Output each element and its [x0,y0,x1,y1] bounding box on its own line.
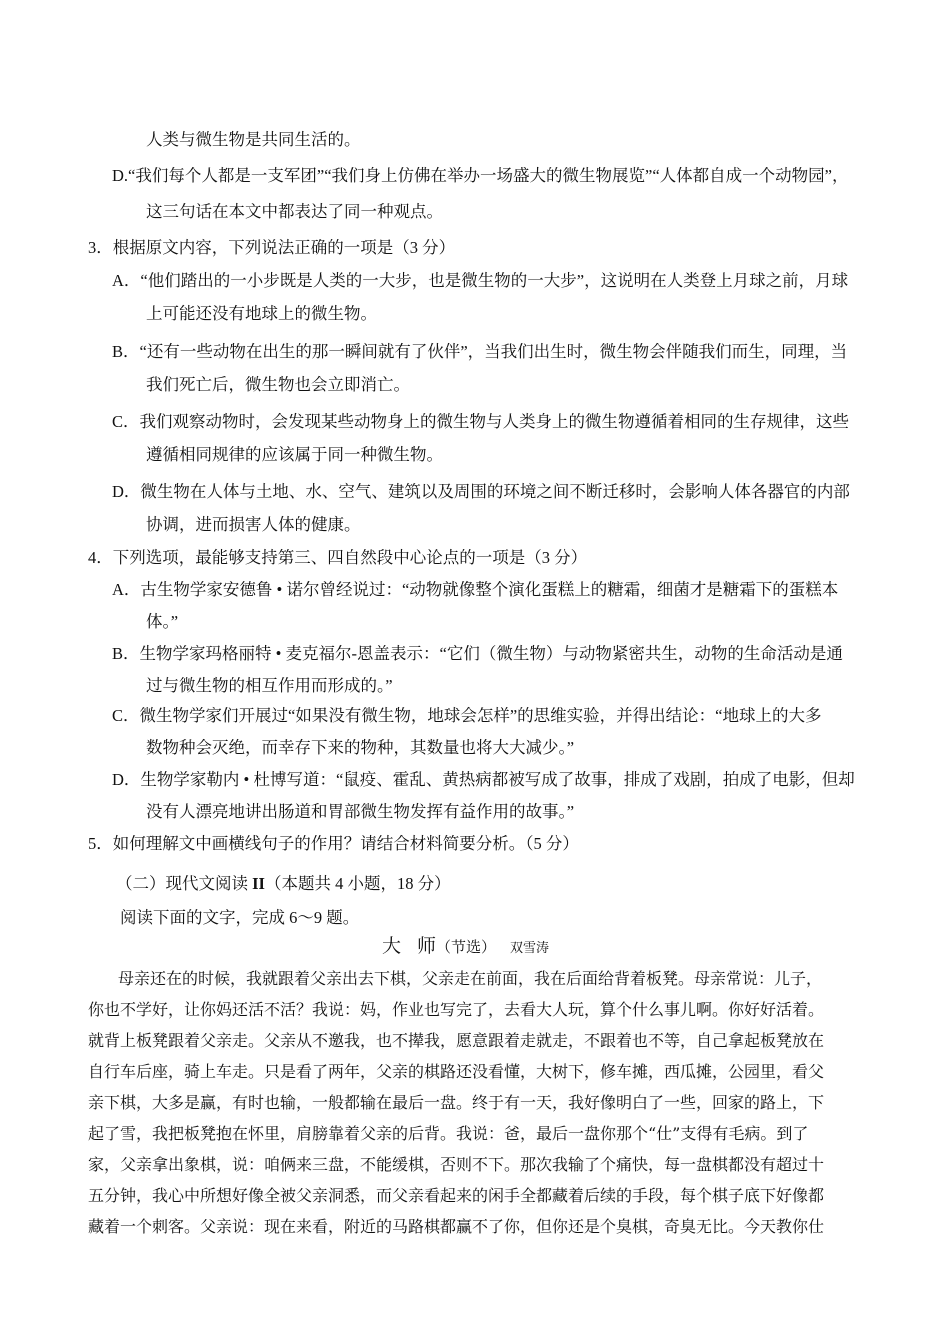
q4-stem: 4．下列选项，最能够支持第三、四自然段中心论点的一项是（3 分） [88,548,588,567]
story-title-note: （节选） [436,940,497,956]
option-text: 生物学家勒内 • 杜博写道：“鼠疫、霍乱、黄热病都被写成了故事，排成了戏剧，拍成了电影，但却 [140,770,855,789]
q3-option-c-line2: 遵循相同规律的应该属于同一种微生物。 [146,445,443,464]
q3-option-d-line2: 协调，进而损害人体的健康。 [146,515,361,534]
q4-option-b-line2: 过与微生物的相互作用而形成的。” [146,676,393,695]
q3-option-c [112,408,849,432]
story-line: 五分钟，我心中所想好像全被父亲洞悉，而父亲看起来的闲手全都藏着后续的手段，每个棋子底下好像都 [88,1186,825,1205]
story-line: 藏着一个刺客。父亲说：现在来看，附近的马路棋都赢不了你，但你还是个臭棋，奇臭无比。今天教你仕 [88,1217,825,1236]
option-label: D． [112,482,141,501]
option-label: B． [112,644,140,663]
option-label: C． [112,706,140,725]
q2-option-d [112,162,849,186]
story-line: 你也不学好，让你妈还活不活？我说：妈，作业也写完了，去看大人玩，算个什么事儿啊。你好好活着。 [88,1000,825,1019]
q2-option-d-line2: 这三句话在本文中都表达了同一种观点。 [146,202,443,221]
story-line: 亲下棋，大多是赢，有时也输，一般都输在最后一盘。终于有一天，我好像明白了一些，回家的路上，下 [88,1093,825,1112]
q4-option-b [112,640,843,664]
option-text: “我们每个人都是一支军团”“我们身上仿佛在举办一场盛大的微生物展览”“人体都自成一个动物园”， [128,166,849,185]
story-line: 家，父亲拿出象棋，说：咱俩来三盘，不能缓棋，否则不下。那次我输了个痛快，每一盘棋都没有超过十 [88,1155,825,1174]
option-text: 微生物在人体与土地、水、空气、建筑以及周围的环境之间不断迁移时，会影响人体各器官的内部 [140,482,850,501]
section-heading [116,870,451,894]
q3-option-a-line2: 上可能还没有地球上的微生物。 [146,304,377,323]
option-text: 生物学家玛格丽特 • 麦克福尔-恩盖表示：“它们（微生物）与动物紧密共生，动物的生命活动是通 [139,644,843,663]
story-line: 就背上板凳跟着父亲走。父亲从不邀我，也不撵我，愿意跟着走就走，不跟着也不等，自己拿起板凳放在 [88,1031,825,1050]
option-label: A． [112,271,141,290]
option-label: D. [112,166,129,185]
option-label: A． [112,580,141,599]
section-heading-post: （本题共 4 小题，18 分） [264,874,451,893]
q3-option-a [112,267,848,291]
q3-option-d [112,478,850,502]
q3-option-b [112,338,847,362]
story-line: 起了雪，我把板凳抱在怀里，肩膀靠着父亲的后背。我说：爸，最后一盘你那个“仕”支得有毛病。到了 [88,1124,809,1143]
q5-stem: 5．如何理解文中画横线句子的作用？请结合材料简要分析。（5 分） [88,834,579,853]
q4-option-a-line2: 体。” [146,612,179,631]
story-title-char1: 大 [382,936,402,957]
q3-stem: 3．根据原文内容，下列说法正确的一项是（3 分） [88,238,456,257]
option-label: D． [112,770,141,789]
story-author: 双雪涛 [510,940,550,955]
option-label: C． [112,412,140,431]
q4-option-d-line2: 没有人漂亮地讲出肠道和胃部微生物发挥有益作用的故事。” [146,802,575,821]
section-instruction: 阅读下面的文字，完成 6～9 题。 [120,908,360,927]
story-title-char2: 师 [417,936,437,957]
q4-option-d [112,766,855,790]
option-text: 我们观察动物时，会发现某些动物身上的微生物与人类身上的微生物遵循着相同的生存规律，这些 [139,412,850,431]
q2-option-c-continuation: 人类与微生物是共同生活的。 [146,130,361,149]
option-text: “他们踏出的一小步既是人类的一大步，也是微生物的一大步”，这说明在人类登上月球之前，月球 [140,271,849,290]
section-heading-pre: （二）现代文阅读 [116,874,253,893]
option-text: “还有一些动物在出生的那一瞬间就有了伙伴”，当我们出生时，微生物会伴随我们而生，同理，当 [139,342,848,361]
option-label: B． [112,342,140,361]
q3-option-b-line2: 我们死亡后，微生物也会立即消亡。 [146,375,410,394]
story-line: 母亲还在的时候，我就跟着父亲出去下棋，父亲走在前面，我在后面给背着板凳。母亲常说：儿子， [118,969,823,988]
story-title [382,931,549,958]
q4-option-c-line2: 数物种会灭绝，而幸存下来的物种，其数量也将大大减少。” [146,738,575,757]
section-heading-roman: II [252,874,265,893]
story-line: 自行车后座，骑上车走。只是看了两年，父亲的棋路还没看懂，大树下，修车摊，西瓜摊，公园里，看父 [88,1062,825,1081]
q4-option-c [112,702,822,726]
option-text: 微生物学家们开展过“如果没有微生物，地球会怎样”的思维实验，并得出结论：“地球上的大多 [139,706,822,725]
q4-option-a [112,576,838,600]
option-text: 古生物学家安德鲁 • 诺尔曾经说过：“动物就像整个演化蛋糕上的糖霜，细菌才是糖霜下的蛋糕本 [140,580,839,599]
